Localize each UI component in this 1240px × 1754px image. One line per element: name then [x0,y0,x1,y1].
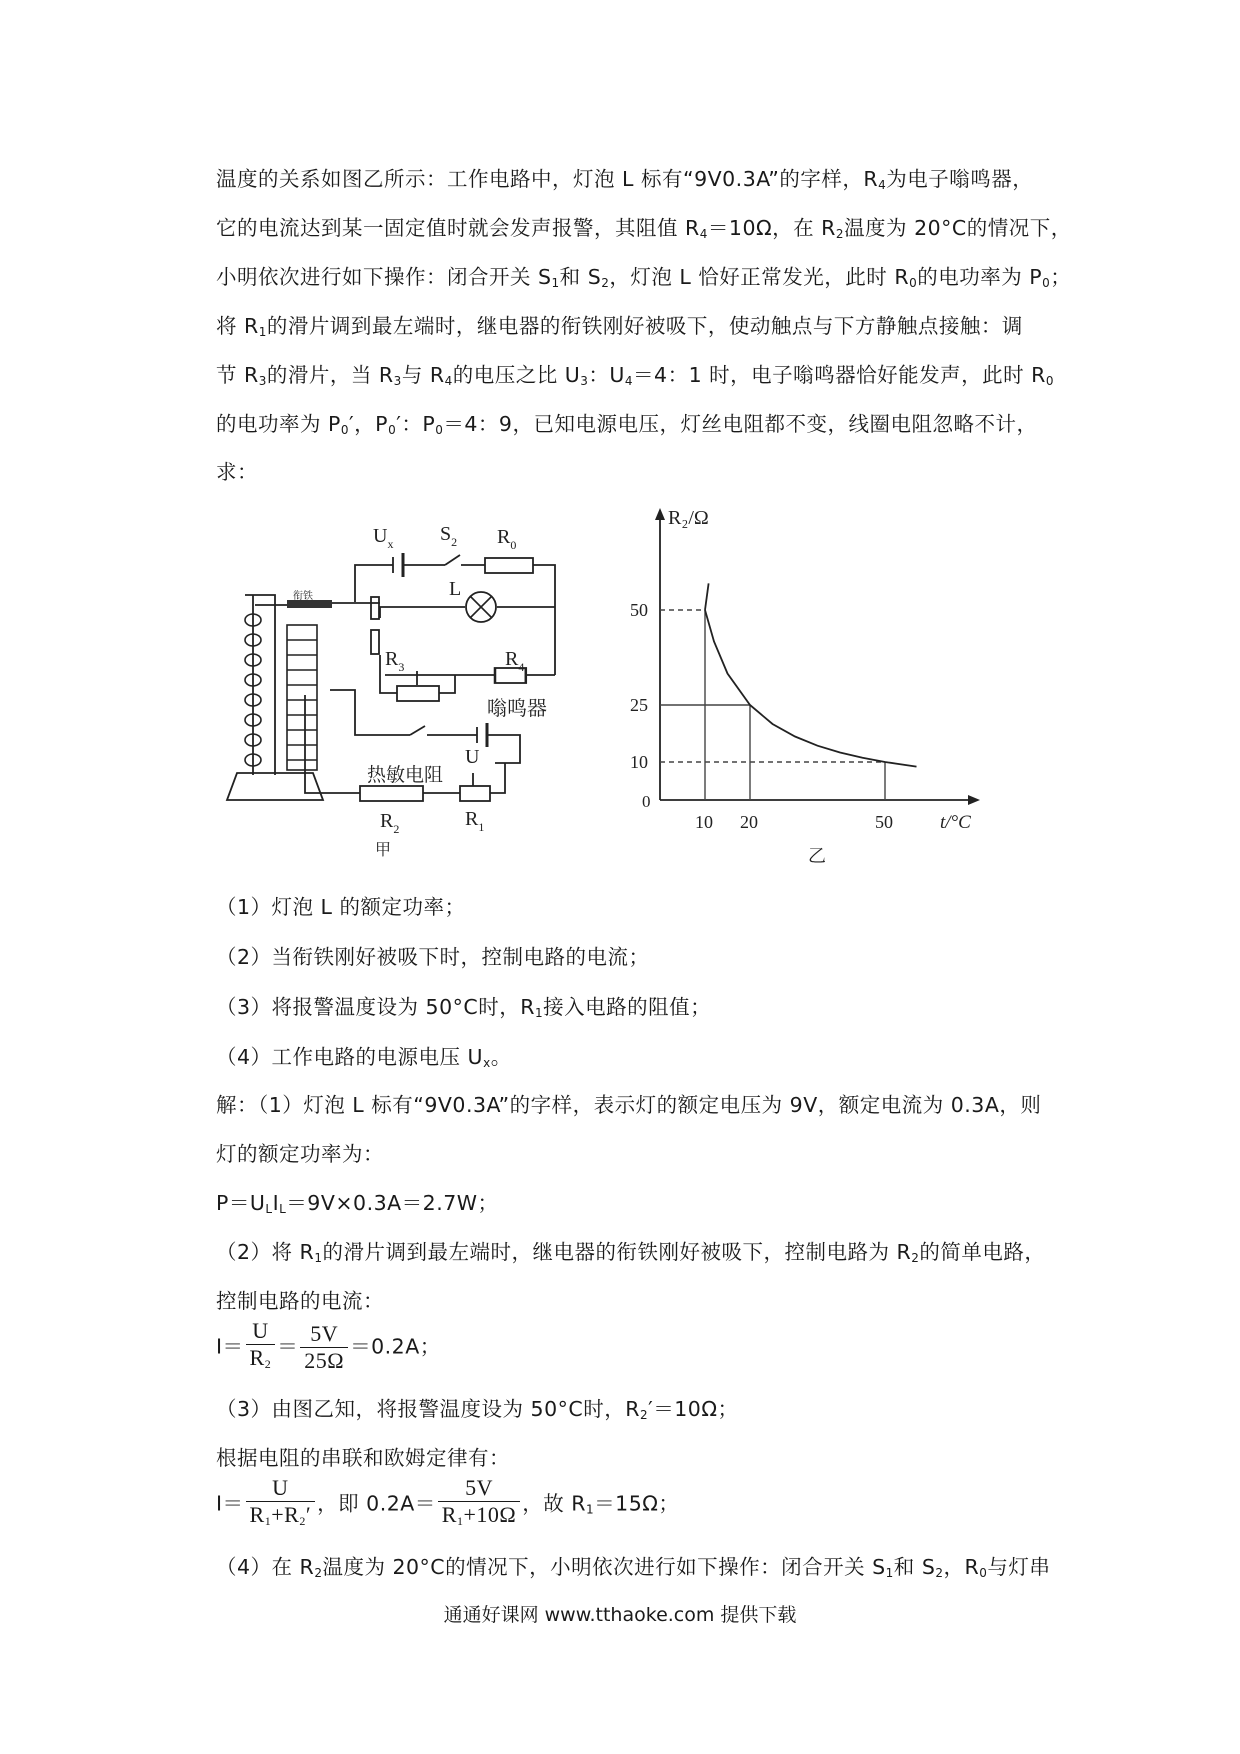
chart-curve-top [705,583,709,610]
chart-xlabel: t/°C [940,812,971,833]
chart-curve [705,610,917,767]
label-lamp: L [449,578,462,600]
question-4: （4）工作电路的电源电压 $U_x$。 [216,1045,512,1070]
chart-y-tick-25: 25 [630,695,648,715]
solution-formula-1: I＝ $\frac{U}{R_2}$ ＝ $\frac{5V}{25\Omega}$ ＝0.2A； [216,1318,441,1373]
label-s2: $S_2$ [440,523,458,549]
intro-line-4: 将 $R_1$的滑片调到最左端时，继电器的衔铁刚好被吸下，使动触点与下方静触点接触：调 [216,314,1023,339]
chart-ylabel: R₂/Ω [668,507,709,529]
intro-line-6: 的电功率为 $P_0'$，$P_0'$：$P_0=4$：9，已知电源电压，灯丝电阻都不变，线圈电阻忽略不计， [216,412,1038,437]
solution-formula-2: I＝ $\frac{U}{R_1+R_2'}$ ，即 0.2A＝ $\frac{5V}{R_1+10\Omega}$ ，故 $R_1=15\Omega$； [216,1475,680,1528]
question-2: （2）当衔铁刚好被吸下时，控制电路的电流； [216,945,650,969]
label-r4: $R_4$ [505,648,525,674]
chart-x-tick-10: 10 [695,812,713,832]
question-1: （1）灯泡 L 的额定功率； [216,895,466,919]
chart-y-tick-50: 50 [630,600,648,620]
label-thermistor: 热敏电阻 [367,764,444,786]
solution-line-5: 控制电路的电流： [216,1289,384,1313]
label-r3: $R_3$ [385,648,405,674]
chart-y-tick-10: 10 [630,752,648,772]
label-r1: $R_1$ [465,808,485,834]
solution-line-1: 解：（1）灯泡 L 标有“9V0.3A”的字样，表示灯的额定电压为 9V，额定电流为 0.3A，则 [216,1093,1042,1117]
solution-line-8: 根据电阻的串联和欧姆定律有： [216,1446,510,1470]
label-ux: $U_x$ [373,525,394,551]
intro-line-2: 它的电流达到某一固定值时就会发声报警，其阻值 $R_4=10\Omega$，在 $R_2$温度为 20°C的情况下， [216,216,1072,241]
chart-x-tick-20: 20 [740,812,758,832]
r2-temperature-chart [600,500,1010,880]
intro-line-5: 节 $R_3$的滑片，当 $R_3$与 $R_4$的电压之比 $U_3$：$U_4=4$：1 时，电子嗡鸣器恰好能发声，此时 $R_0$ [216,363,1055,388]
solution-line-10: （4）在 $R_2$温度为 20°C的情况下，小明依次进行如下操作：闭合开关 $S_1$和 $S_2$，$R_0$与灯串 [216,1555,1051,1580]
chart-x-tick-50: 50 [875,812,893,832]
intro-line-3: 小明依次进行如下操作：闭合开关 $S_1$和 $S_2$，灯泡 L 恰好正常发光，此时 $R_0$的电功率为 $P_0$； [216,265,1072,290]
label-armature: 衔铁 [293,591,313,602]
caption-yi: 乙 [808,846,826,867]
label-buzzer: 嗡鸣器 [487,696,547,720]
label-r0: $R_0$ [497,526,517,552]
page-footer: 通通好课网 www.tthaoke.com 提供下载 [443,1604,797,1626]
intro-line-1: 温度的关系如图乙所示：工作电路中，灯泡 L 标有“9V0.3A”的字样，$R_4$为电子嗡鸣器， [216,167,1034,192]
solution-line-2: 灯的额定功率为： [216,1142,384,1166]
solution-line-3: $P=U_LI_L=9V\times 0.3A=2.7W$； [216,1191,499,1216]
solution-line-4: （2）将 $R_1$的滑片调到最左端时，继电器的衔铁刚好被吸下，控制电路为 $R_2$的简单电路， [216,1240,1046,1265]
question-3: （3）将报警温度设为 50°C时，$R_1$接入电路的阻值； [216,995,712,1020]
caption-jia: 甲 [375,840,392,859]
intro-line-7: 求： [216,460,258,484]
label-r2: $R_2$ [380,810,400,836]
solution-line-7: （3）由图乙知，将报警温度设为 50°C时，$R_2'=10\Omega$； [216,1397,739,1422]
chart-origin-label: 0 [642,792,651,811]
circuit-diagram [225,515,565,860]
label-u: U [465,746,480,768]
